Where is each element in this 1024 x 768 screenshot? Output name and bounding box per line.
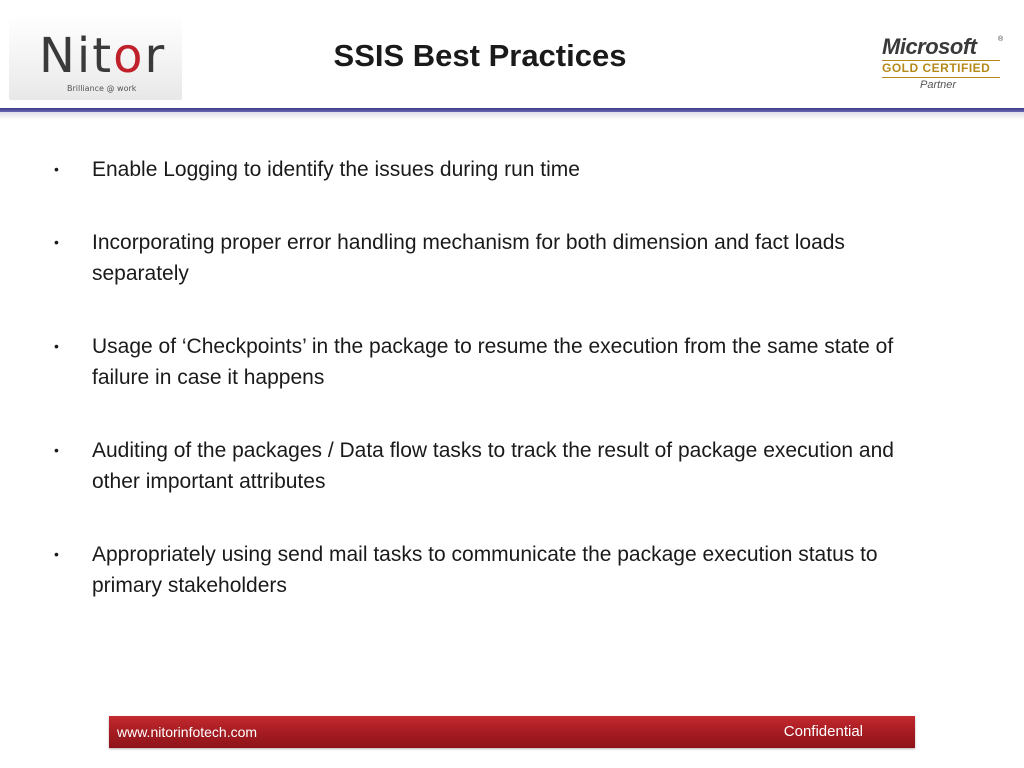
gold-certified-label: GOLD CERTIFIED xyxy=(882,61,991,75)
bullet-icon: • xyxy=(54,234,59,250)
slide-header xyxy=(0,0,1024,110)
bullet-icon: • xyxy=(54,546,59,562)
header-divider-shadow xyxy=(0,112,1024,120)
nitor-logo-wordmark xyxy=(39,28,167,84)
bullet-item xyxy=(52,227,912,289)
microsoft-partner-badge xyxy=(878,34,1008,96)
bullet-list xyxy=(52,154,912,643)
footer-website-link[interactable]: www.nitorinfotech.com xyxy=(117,724,258,740)
bullet-item xyxy=(52,331,912,393)
footer-confidential-label: Confidential xyxy=(783,723,863,740)
nitor-logo-text-prefix: Nit xyxy=(39,28,114,84)
nitor-logo xyxy=(9,14,182,100)
registered-mark-icon: ® xyxy=(998,36,1004,43)
bullet-text: Usage of ‘Checkpoints’ in the package to resume the execution from the same state of failure in case it happens xyxy=(92,335,894,389)
bullet-text: Incorporating proper error handling mechanism for both dimension and fact loads separately xyxy=(92,231,845,285)
slide-title: SSIS Best Practices xyxy=(333,38,627,73)
nitor-logo-text-o: o xyxy=(113,28,145,84)
bullet-text: Appropriately using send mail tasks to communicate the package execution status to primary stakeholders xyxy=(92,543,878,597)
bullet-icon: • xyxy=(54,161,59,177)
bullet-item xyxy=(52,539,912,601)
microsoft-wordmark: Microsoft xyxy=(882,34,977,59)
footer-bar xyxy=(109,716,915,748)
bullet-text: Auditing of the packages / Data flow tasks to track the result of package execution and other important attributes xyxy=(92,439,894,493)
bullet-icon: • xyxy=(54,442,59,458)
bullet-item xyxy=(52,154,912,185)
partner-label: Partner xyxy=(920,79,957,91)
bullet-text: Enable Logging to identify the issues during run time xyxy=(92,158,580,181)
bullet-icon: • xyxy=(54,338,59,354)
badge-bottom-rule xyxy=(882,77,1000,78)
nitor-tagline: Brilliance @ work xyxy=(67,84,137,93)
bullet-item xyxy=(52,435,912,497)
nitor-logo-text-suffix: r xyxy=(144,28,167,84)
